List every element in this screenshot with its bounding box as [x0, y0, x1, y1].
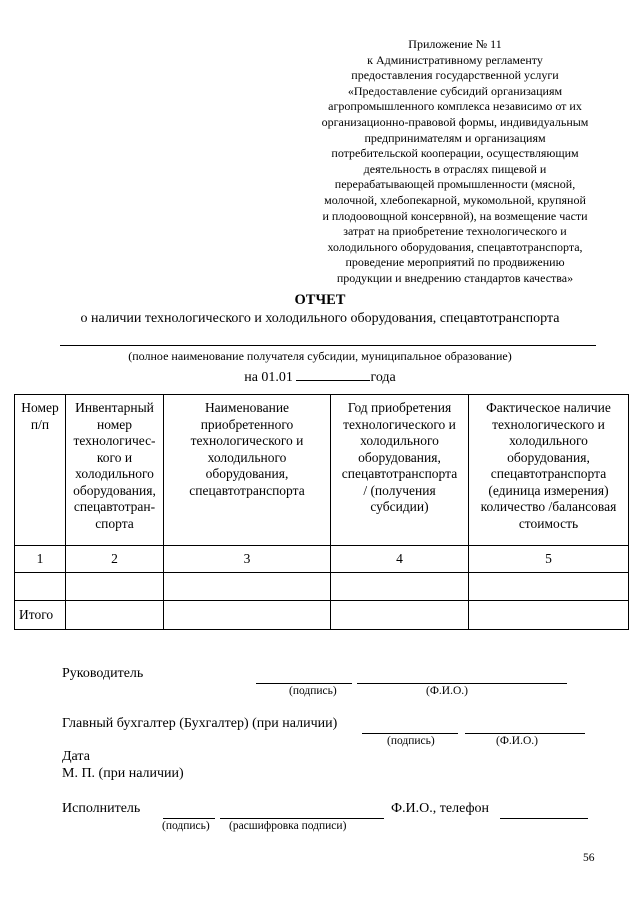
column-number-cell: 4	[331, 546, 469, 573]
executor-fio-phone-label: Ф.И.О., телефон	[391, 801, 490, 816]
total-label: Итого	[15, 601, 66, 630]
head-label: Руководитель	[62, 666, 144, 681]
header-cell-equipment-name: Наименование приобретенного технологического и холодильного оборудования, спецавтотранспорта	[164, 395, 331, 546]
column-number-cell: 5	[469, 546, 629, 573]
table-cell[interactable]	[469, 601, 629, 630]
table-cell[interactable]	[469, 573, 629, 601]
appendix-line: затрат на приобретение технологического и	[343, 224, 567, 239]
executor-decoding-field[interactable]	[220, 818, 384, 819]
report-title: ОТЧЕТ	[294, 292, 346, 308]
table-cell[interactable]	[66, 601, 164, 630]
appendix-line: предпринимателям и организациям	[364, 130, 546, 145]
appendix-line: холодильного оборудования, спецавтотранспорта,	[327, 239, 583, 254]
appendix-line: деятельность в отраслях пищевой и	[363, 161, 547, 176]
head-fio-field[interactable]	[357, 683, 567, 684]
table-header-row	[15, 395, 629, 546]
table-cell[interactable]	[331, 573, 469, 601]
executor-label: Исполнитель	[62, 801, 141, 816]
total-row	[15, 601, 629, 630]
appendix-line: молочной, хлебопекарной, мукомольной, крупяной	[324, 192, 586, 207]
header-cell-actual-availability: Фактическое наличие технологического и холодильного оборудования, спецавтотранспорта (единица измерения) количество /балансовая стоимость	[469, 395, 629, 546]
column-number-row	[15, 546, 629, 573]
appendix-line: «Предоставление субсидий организациям	[347, 83, 563, 98]
appendix-line: предоставления государственной услуги	[351, 68, 559, 83]
column-number-cell: 2	[66, 546, 164, 573]
head-fio-caption: (Ф.И.О.)	[426, 685, 468, 697]
page-number: 56	[583, 852, 595, 864]
appendix-line: потребительской кооперации, осуществляющим	[331, 146, 579, 161]
appendix-line: перерабатывающей промышленности (мясной,	[334, 177, 576, 192]
accountant-label: Главный бухгалтер (Бухгалтер) (при наличии)	[62, 716, 338, 731]
table-row	[15, 573, 629, 601]
date-suffix: года	[370, 370, 396, 385]
accountant-fio-field[interactable]	[465, 733, 585, 734]
table-cell[interactable]	[164, 601, 331, 630]
appendix-line: продукции и внедрению стандартов качества»	[336, 270, 574, 285]
report-date-line	[0, 366, 640, 386]
appendix-line: организационно-правовой формы, индивидуальным	[321, 114, 589, 129]
executor-signature-field[interactable]	[163, 818, 215, 819]
recipient-caption: (полное наименование получателя субсидии, муниципальное образование)	[128, 349, 512, 363]
table-cell[interactable]	[331, 601, 469, 630]
table-cell[interactable]	[66, 573, 164, 601]
accountant-signature-field[interactable]	[362, 733, 458, 734]
column-number-cell: 1	[15, 546, 66, 573]
appendix-line: к Административному регламенту	[367, 52, 543, 67]
executor-phone-field[interactable]	[500, 818, 588, 819]
date-prefix: на 01.01	[244, 370, 293, 385]
table-cell[interactable]	[164, 573, 331, 601]
report-subtitle: о наличии технологического и холодильного оборудования, спецавтотранспорта	[80, 311, 560, 326]
appendix-line: проведение мероприятий по продвижению	[345, 255, 565, 270]
equipment-table	[14, 394, 629, 630]
table-cell[interactable]	[15, 573, 66, 601]
appendix-line: Приложение № 11	[408, 37, 502, 51]
accountant-signature-caption: (подпись)	[387, 735, 435, 747]
executor-decoding-caption: (расшифровка подписи)	[229, 820, 347, 832]
appendix-line: агропромышленного комплекса независимо от их	[328, 99, 582, 114]
date-year-field[interactable]	[296, 366, 370, 381]
header-cell-number: Номер п/п	[15, 395, 66, 546]
head-signature-field[interactable]	[256, 683, 352, 684]
executor-signature-caption: (подпись)	[162, 820, 210, 832]
column-number-cell: 3	[164, 546, 331, 573]
recipient-field-line[interactable]	[60, 345, 596, 346]
date-label: Дата	[62, 749, 90, 764]
appendix-header	[300, 37, 610, 287]
accountant-fio-caption: (Ф.И.О.)	[496, 735, 538, 747]
stamp-label: М. П. (при наличии)	[62, 766, 184, 781]
head-signature-caption: (подпись)	[289, 685, 337, 697]
header-cell-acquisition-year: Год приобретения технологического и холодильного оборудования, спецавтотранспорта / (получения субсидии)	[331, 395, 469, 546]
header-cell-inventory-number: Инвентарный номер технологичес- кого и холодильного оборудования, спецавтотран- спорта	[66, 395, 164, 546]
appendix-line: и плодоовощной консервной), на возмещение части	[322, 208, 588, 223]
